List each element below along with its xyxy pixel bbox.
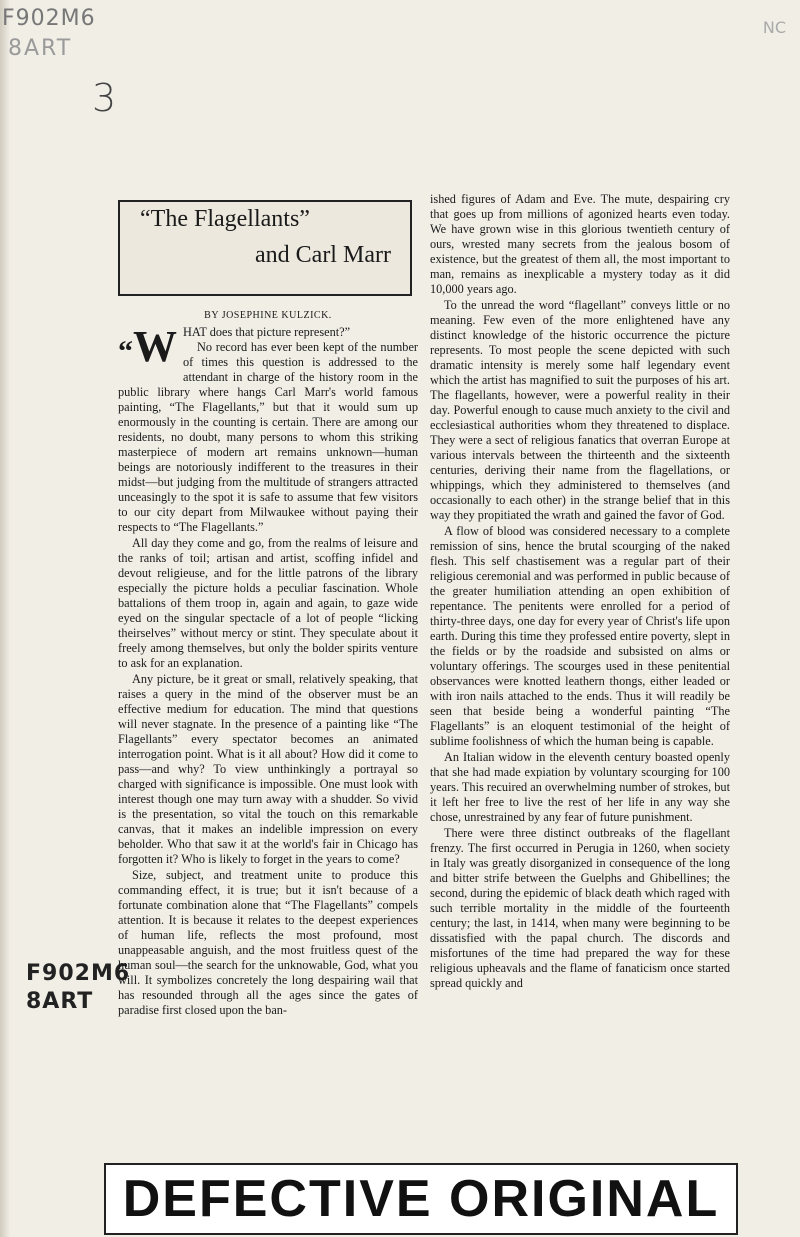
drop-cap	[118, 322, 177, 372]
newspaper-article	[118, 192, 740, 1152]
right-column	[430, 192, 730, 991]
paragraph: ished figures of Adam and Eve. The mute, despairing cry that goes up from millions of agonized hearts even today. We have grown wise in this glorious twentieth century of ours, wrested many secrets from the jealous bosom of existence, but the greatest of them all, the most important to man, remains as inexplicable a mystery today as it did 10,000 years ago.	[430, 192, 730, 296]
paragraph: To the unread the word “flagellant” conveys little or no meaning. Few even of the more enlightened have any distinct knowledge of the historic occurrence the picture represents. To most people the scene depicted with such dramatic intensity is merely some half legendary event which the artist has magnified to suit the purposes of his art. The flagellants, however, were a powerful reality in their day. Powerful enough to cause much anxiety to the civil and ecclesiastical authorities whom they threatened to displace. They were a sect of religious fanatics that overran Europe at various intervals between the thirteenth and the sixteenth centuries, deriving their name from the flagellations, or whippings, which they administered to themselves (and occasionally to each other) in the strange belief that in this way they propitiated the wrath and gained the favor of God.	[430, 298, 730, 522]
paragraph: No record has ever been kept of the number of times this question is addressed to the attendant in charge of the history room in the public library where hangs Carl Marr's world famous painting, “The Flagellants,” but that it would sum up enormously in the counting is certain. There are among our residents, no doubt, many persons to whom this striking masterpiece of modern art remains unknown—human beings are notoriously indifferent to the treasures in their midst—but judging from the multitude of strangers attracted unceasingly to the spot it is safe to assume that few visitors to our city depart from Milwaukee without paying their respects to “The Flagellants.”	[118, 340, 418, 534]
left-column	[118, 200, 418, 1018]
paragraph: Any picture, be it great or small, relatively speaking, that raises a query in the mind of the observer must be an effective medium for education. The mind that questions will never stagnate. In the presence of a painting like “The Flagellants” every spectator becomes an animated interrogation point. What is it all about? How did it come to pass—and why? To view unthinkingly a portrayal so charged with significance is impossible. One must look with interest though one may turn away with a shudder. So vivid is the presentation, so vital the touch on this remarkable canvas, that it makes an indelible impression on every beholder. Who that saw it at the world's fair in Chicago has forgotten it? Who is likely to forget in the years to come?	[118, 672, 418, 866]
paragraph: HAT does that picture represent?”	[183, 325, 351, 339]
defective-original-stamp: DEFECTIVE ORIGINAL	[104, 1163, 738, 1235]
headline-line1: “The Flagellants”	[140, 206, 310, 232]
margin-code-line1: F902M6	[26, 961, 131, 986]
drop-quote: “	[118, 335, 133, 368]
paragraph: All day they come and go, from the realms of leisure and the ranks of toil; artisan and artist, scoffing infidel and devout religieuse, and for the little patrons of the library especially the picture holds a peculiar fascination. Whole battalions of them troop in, again and again, to gaze wide eyed on the singular spectacle of a lot of people “licking theirselves” without mercy or stint. They speculate about it freely among themselves, but only the bolder spirits venture to ask for an explanation.	[118, 536, 418, 670]
byline: BY JOSEPHINE KULZICK.	[204, 310, 332, 321]
paragraph: A flow of blood was considered necessary to a complete remission of sins, hence the brutal scourging of the naked flesh. This self chastisement was a regular part of their religious ceremonial and was performed in public because of the greater humiliation attending an open exhibition of repentance. The penitents were enrolled for a period of thirty-three days, one day for every year of Christ's life upon earth. During this time they professed entire poverty, slept in the fields or by the roadside and subsisted on alms or voluntary offerings. The scourges used in these penitential observances were knotted leathern thongs, either leaded or with iron nails attached to the ends. Thus it will readily be seen that beside being a wonderful painting “The Flagellants” is an eloquent testimonial of the height of sublime foolishness of which the human being is capable.	[430, 524, 730, 748]
paragraph: An Italian widow in the eleventh century boasted openly that she had made expiation by voluntary scourging for 100 years. This recuired an overwhelming number of strokes, but it left her free to live the rest of her life in any way she chose, unrestrained by any fear of future punishment.	[430, 750, 730, 824]
handwritten-corner-note: NC	[762, 18, 786, 37]
handwritten-catalog-top: F902M6	[2, 6, 96, 31]
handwritten-page-number: 3	[92, 76, 117, 120]
handwritten-margin-code	[26, 960, 130, 1016]
page-fold-shadow	[0, 0, 10, 1237]
headline-line2: and Carl Marr	[255, 242, 391, 268]
headline-box	[118, 200, 412, 296]
paragraph: Size, subject, and treatment unite to produce this commanding effect, it is true; but it isn't because of a fortunate combination alone that “The Flagellants” compels attention. It is because it relates to the deepest experiences of human life, reflects the most profound, most unappeasable anguish, and the most fruitless quest of the human soul—the search for the unknowable, God, what you will. It symbolizes concretely the long despairing wail that has resounded through all the ages since the gates of paradise first closed upon the ban-	[118, 868, 418, 1017]
paragraph: There were three distinct outbreaks of the flagellant frenzy. The first occurred in Perugia in 1260, when society in Italy was greatly disorganized in consequence of the long and bitter strife between the Guelphs and Ghibellines; the second, during the epidemic of black death which raged with such terrible mortality in the middle of the fourteenth century; the last, in 1414, when many were beginning to be dissatisfied with the papal church. The discords and misfortunes of the time had prepared the way for these religious upheavals and the flame of fanaticism once started spread quickly and	[430, 826, 730, 990]
handwritten-catalog-top-2: 8ART	[8, 36, 73, 61]
lead-paragraph	[118, 322, 418, 371]
drop-cap-letter: W	[133, 322, 177, 371]
margin-code-line2: 8ART	[26, 989, 94, 1014]
